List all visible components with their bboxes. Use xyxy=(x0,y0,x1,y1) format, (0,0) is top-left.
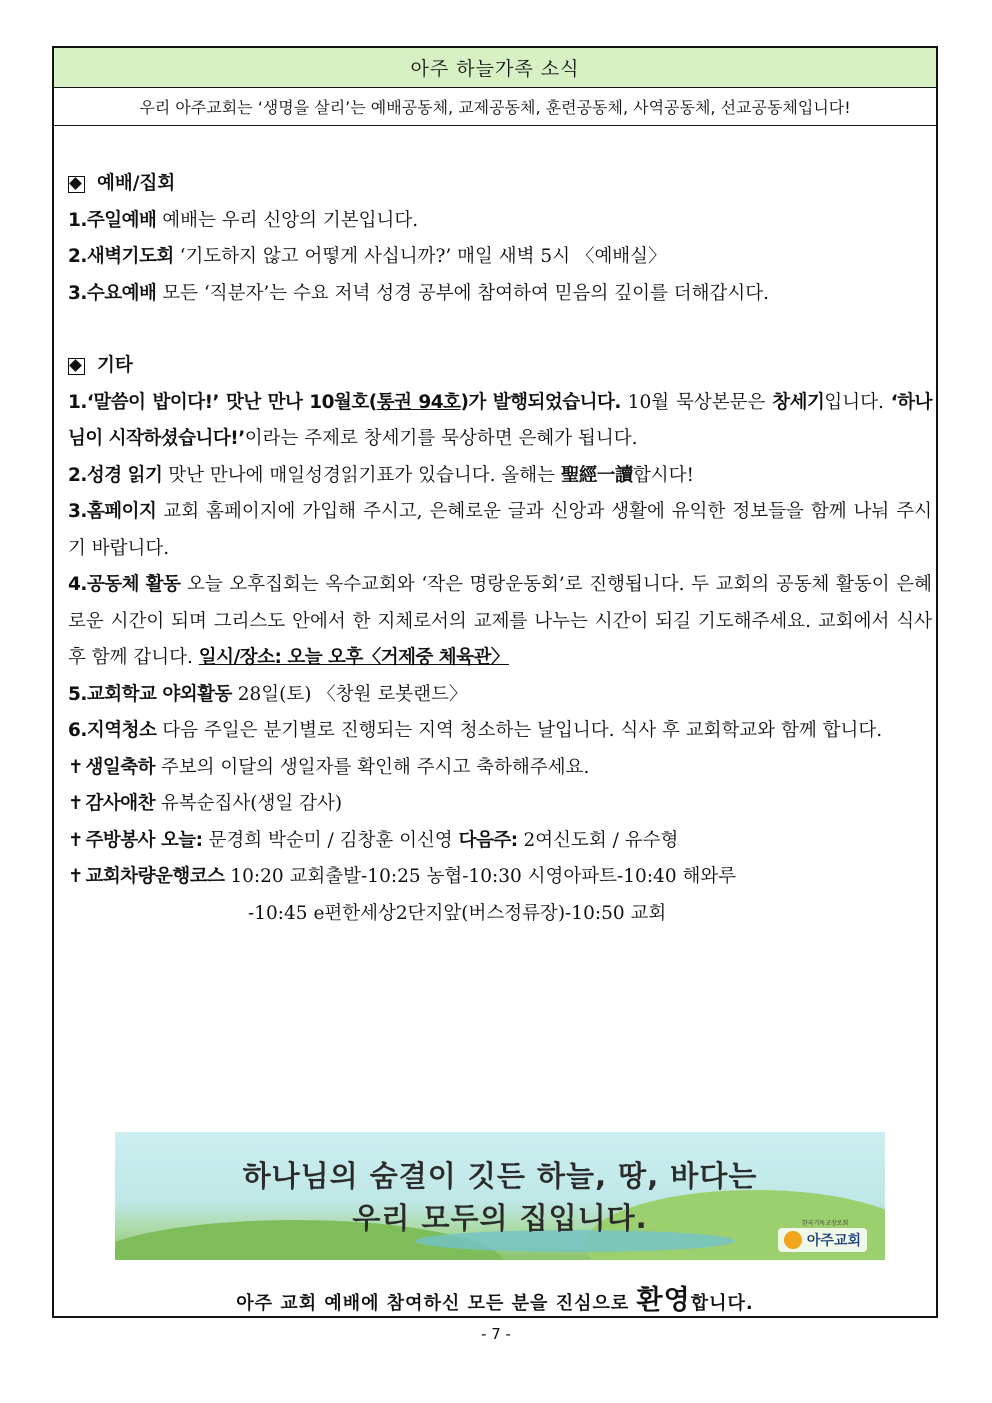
worship-heading-text: 예배/집회 xyxy=(97,173,176,194)
church-logo-icon xyxy=(784,1231,802,1249)
welcome-message xyxy=(54,1278,936,1317)
etc-item-community xyxy=(68,567,932,677)
item-text: 주보의 이달의 생일자를 확인해 주시고 축하해주세요. xyxy=(155,756,590,778)
worship-section-heading xyxy=(68,166,932,203)
banner-line-2: 우리 모두의 집입니다. xyxy=(352,1201,648,1235)
thanks-notice xyxy=(68,786,932,823)
item-text: 예배는 우리 신앙의 기본입니다. xyxy=(156,209,419,231)
item-text: 다음 주일은 분기별로 진행되는 지역 청소하는 날입니다. 식사 후 교회학교와 함께 합니다. xyxy=(156,720,883,741)
item-label: 2.성경 읽기 xyxy=(68,464,163,486)
item-text: -10:45 e편한세상2단지앞(버스정류장)-10:50 교회 xyxy=(248,902,667,924)
item-text: 입니다. xyxy=(824,391,891,413)
page-title-text: 아주 하늘가족 소식 xyxy=(410,58,580,80)
cross-icon: ✝ xyxy=(68,793,84,814)
motto-text: 우리 아주교회는 ‘생명을 살리’는 예배공동체, 교제공동체, 훈련공동체, 사역공동체, 선교공동체입니다! xyxy=(139,98,851,117)
worship-item xyxy=(68,276,932,313)
issue-number: 통권 94호 xyxy=(376,391,461,413)
item-text: 합시다! xyxy=(632,464,694,486)
item-label: 3.홈페이지 xyxy=(68,501,157,522)
news-content xyxy=(68,166,932,932)
item-label: 감사애찬 xyxy=(85,793,155,814)
item-label: 1.‘말씀이 밥이다!’ 맛난 만나 10월호( xyxy=(68,391,377,413)
kitchen-notice xyxy=(68,823,932,860)
etc-section-heading xyxy=(68,348,932,385)
cross-icon: ✝ xyxy=(68,866,84,887)
cross-icon: ✝ xyxy=(68,756,84,778)
next-week-label: 다음주: xyxy=(458,829,518,851)
church-logo xyxy=(778,1220,867,1252)
item-label: 1.주일예배 xyxy=(68,209,157,231)
item-label: 4.공동체 활동 xyxy=(68,574,181,595)
item-label: )가 발행되었습니다. xyxy=(460,391,621,413)
diamond-bullet-icon xyxy=(68,358,85,375)
item-text: 이라는 주제로 창세기를 묵상하면 은혜가 됩니다. xyxy=(244,428,638,449)
item-label: 3.수요예배 xyxy=(68,282,157,304)
item-label: 교회차량운행코스 xyxy=(85,866,225,887)
hanja-text: 聖經一讀 xyxy=(560,464,633,486)
worship-item xyxy=(68,239,932,276)
item-text: 맛난 만나에 매일성경읽기표가 있습니다. 올해는 xyxy=(162,464,561,486)
logo-text: 아주교회 xyxy=(806,1233,861,1249)
item-text: 2여신도회 / 유수형 xyxy=(517,829,679,851)
item-text: 유복순집사(생일 감사) xyxy=(155,793,343,814)
church-motto xyxy=(54,88,936,126)
worship-item xyxy=(68,203,932,240)
logo-subtitle: 한국기독교장로회 xyxy=(801,1220,849,1227)
birthday-notice xyxy=(68,750,932,787)
etc-item-bible-reading xyxy=(68,458,932,495)
welcome-text: 아주 교회 예배에 참여하신 모든 분을 진심으로 xyxy=(236,1293,637,1314)
banner-image xyxy=(115,1132,885,1260)
page-title xyxy=(54,48,936,88)
item-text: 10:20 교회출발-10:25 농협-10:30 시영아파트-10:40 해와루 xyxy=(224,866,737,887)
vehicle-notice xyxy=(68,859,932,896)
book-name: 창세기 xyxy=(772,391,825,413)
item-label: 생일축하 xyxy=(85,756,155,778)
today-label: 오늘: xyxy=(155,829,203,851)
item-label: 2.새벽기도회 xyxy=(68,246,174,267)
item-label: 6.지역청소 xyxy=(68,720,157,741)
item-text: 오늘 오후집회는 옥수교회와 ‘작은 명랑운동회’로 진행됩니다. 두 교회의 공동체 활동이 은혜로운 시간이 되며 그리스도 안에서 한 지체로서의 교제를 나누는 시간이 되길 기도해주세요. 교회에서 식사 후 함께 갑니다. xyxy=(68,574,933,668)
item-text: 모든 ‘직분자’는 수요 저녁 성경 공부에 참여하여 믿음의 깊이를 더해갑시다. xyxy=(156,282,769,304)
vehicle-notice-cont xyxy=(68,896,932,933)
etc-item-cleanup xyxy=(68,713,932,750)
welcome-text: 합니다. xyxy=(690,1293,754,1314)
item-text: 10월 묵상본문은 xyxy=(620,391,773,413)
item-label: 주방봉사 xyxy=(85,829,155,851)
bulletin-frame xyxy=(52,46,938,1318)
item-text: 문경희 박순미 / 김창훈 이신영 xyxy=(202,829,459,851)
welcome-emphasis: 환영 xyxy=(636,1285,691,1316)
event-place: 일시/장소: 오늘 오후〈거제중 체육관〉 xyxy=(198,647,509,668)
etc-item-manna xyxy=(68,385,932,458)
item-text: 교회 홈페이지에 가입해 주시고, 은혜로운 글과 신앙과 생활에 유익한 정보들을 함께 나눠 주시기 바랍니다. xyxy=(68,501,932,559)
item-text: 28일(토) 〈창원 로봇랜드〉 xyxy=(231,683,468,705)
etc-heading-text: 기타 xyxy=(97,355,133,376)
etc-item-homepage xyxy=(68,494,932,567)
theme-title: ‘하나님이 시작하셨습니다!’ xyxy=(68,391,932,449)
etc-item-outing xyxy=(68,677,932,714)
item-label: 5.교회학교 야외활동 xyxy=(68,683,232,705)
page-number: - 7 - xyxy=(481,1325,511,1343)
diamond-bullet-icon xyxy=(68,176,85,193)
item-text: ‘기도하지 않고 어떻게 사십니까?’ 매일 새벽 5시 〈예배실〉 xyxy=(173,246,667,267)
banner-line-1: 하나님의 숨결이 깃든 하늘, 땅, 바다는 xyxy=(242,1159,758,1193)
cross-icon: ✝ xyxy=(68,829,84,851)
